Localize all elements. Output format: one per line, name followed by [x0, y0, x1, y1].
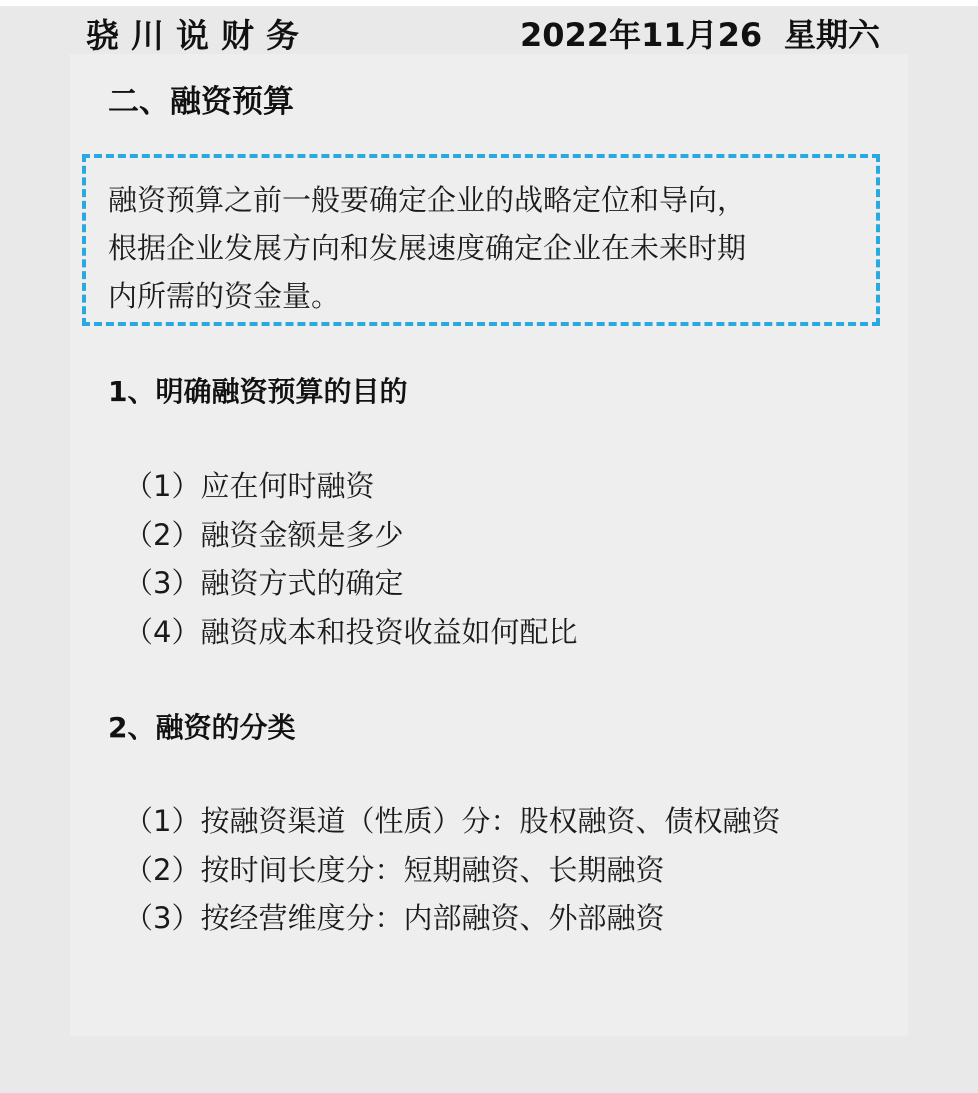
list-item: （2）按时间长度分：短期融资、长期融资: [124, 852, 665, 887]
classification-heading: 2、融资的分类: [108, 711, 296, 744]
section-title: 二、融资预算: [108, 84, 294, 120]
list-item: （3）融资方式的确定: [124, 566, 404, 600]
callout-line: 内所需的资金量。: [108, 279, 341, 313]
purpose-heading: 1、明确融资预算的目的: [108, 375, 408, 408]
list-item: （3）按经营维度分：内部融资、外部融资: [124, 901, 665, 935]
brand-title: 骁川说财务: [86, 16, 311, 55]
callout-line: 融资预算之前一般要确定企业的战略定位和导向，: [108, 183, 747, 217]
purpose-list: [124, 462, 577, 656]
list-item: （1）应在何时融资: [124, 469, 375, 503]
classification-list: [124, 797, 780, 943]
callout-text: [108, 176, 868, 320]
list-item: （4）融资成本和投资收益如何配比: [124, 614, 578, 649]
header-weekday: 星期六: [784, 16, 881, 54]
callout-line: 根据企业发展方向和发展速度确定企业在未来时期: [108, 231, 747, 265]
header-date: 2022年11月26: [520, 16, 763, 54]
list-item: （1）按融资渠道（性质）分：股权融资、债权融资: [124, 804, 781, 838]
list-item: （2）融资金额是多少: [124, 517, 404, 552]
